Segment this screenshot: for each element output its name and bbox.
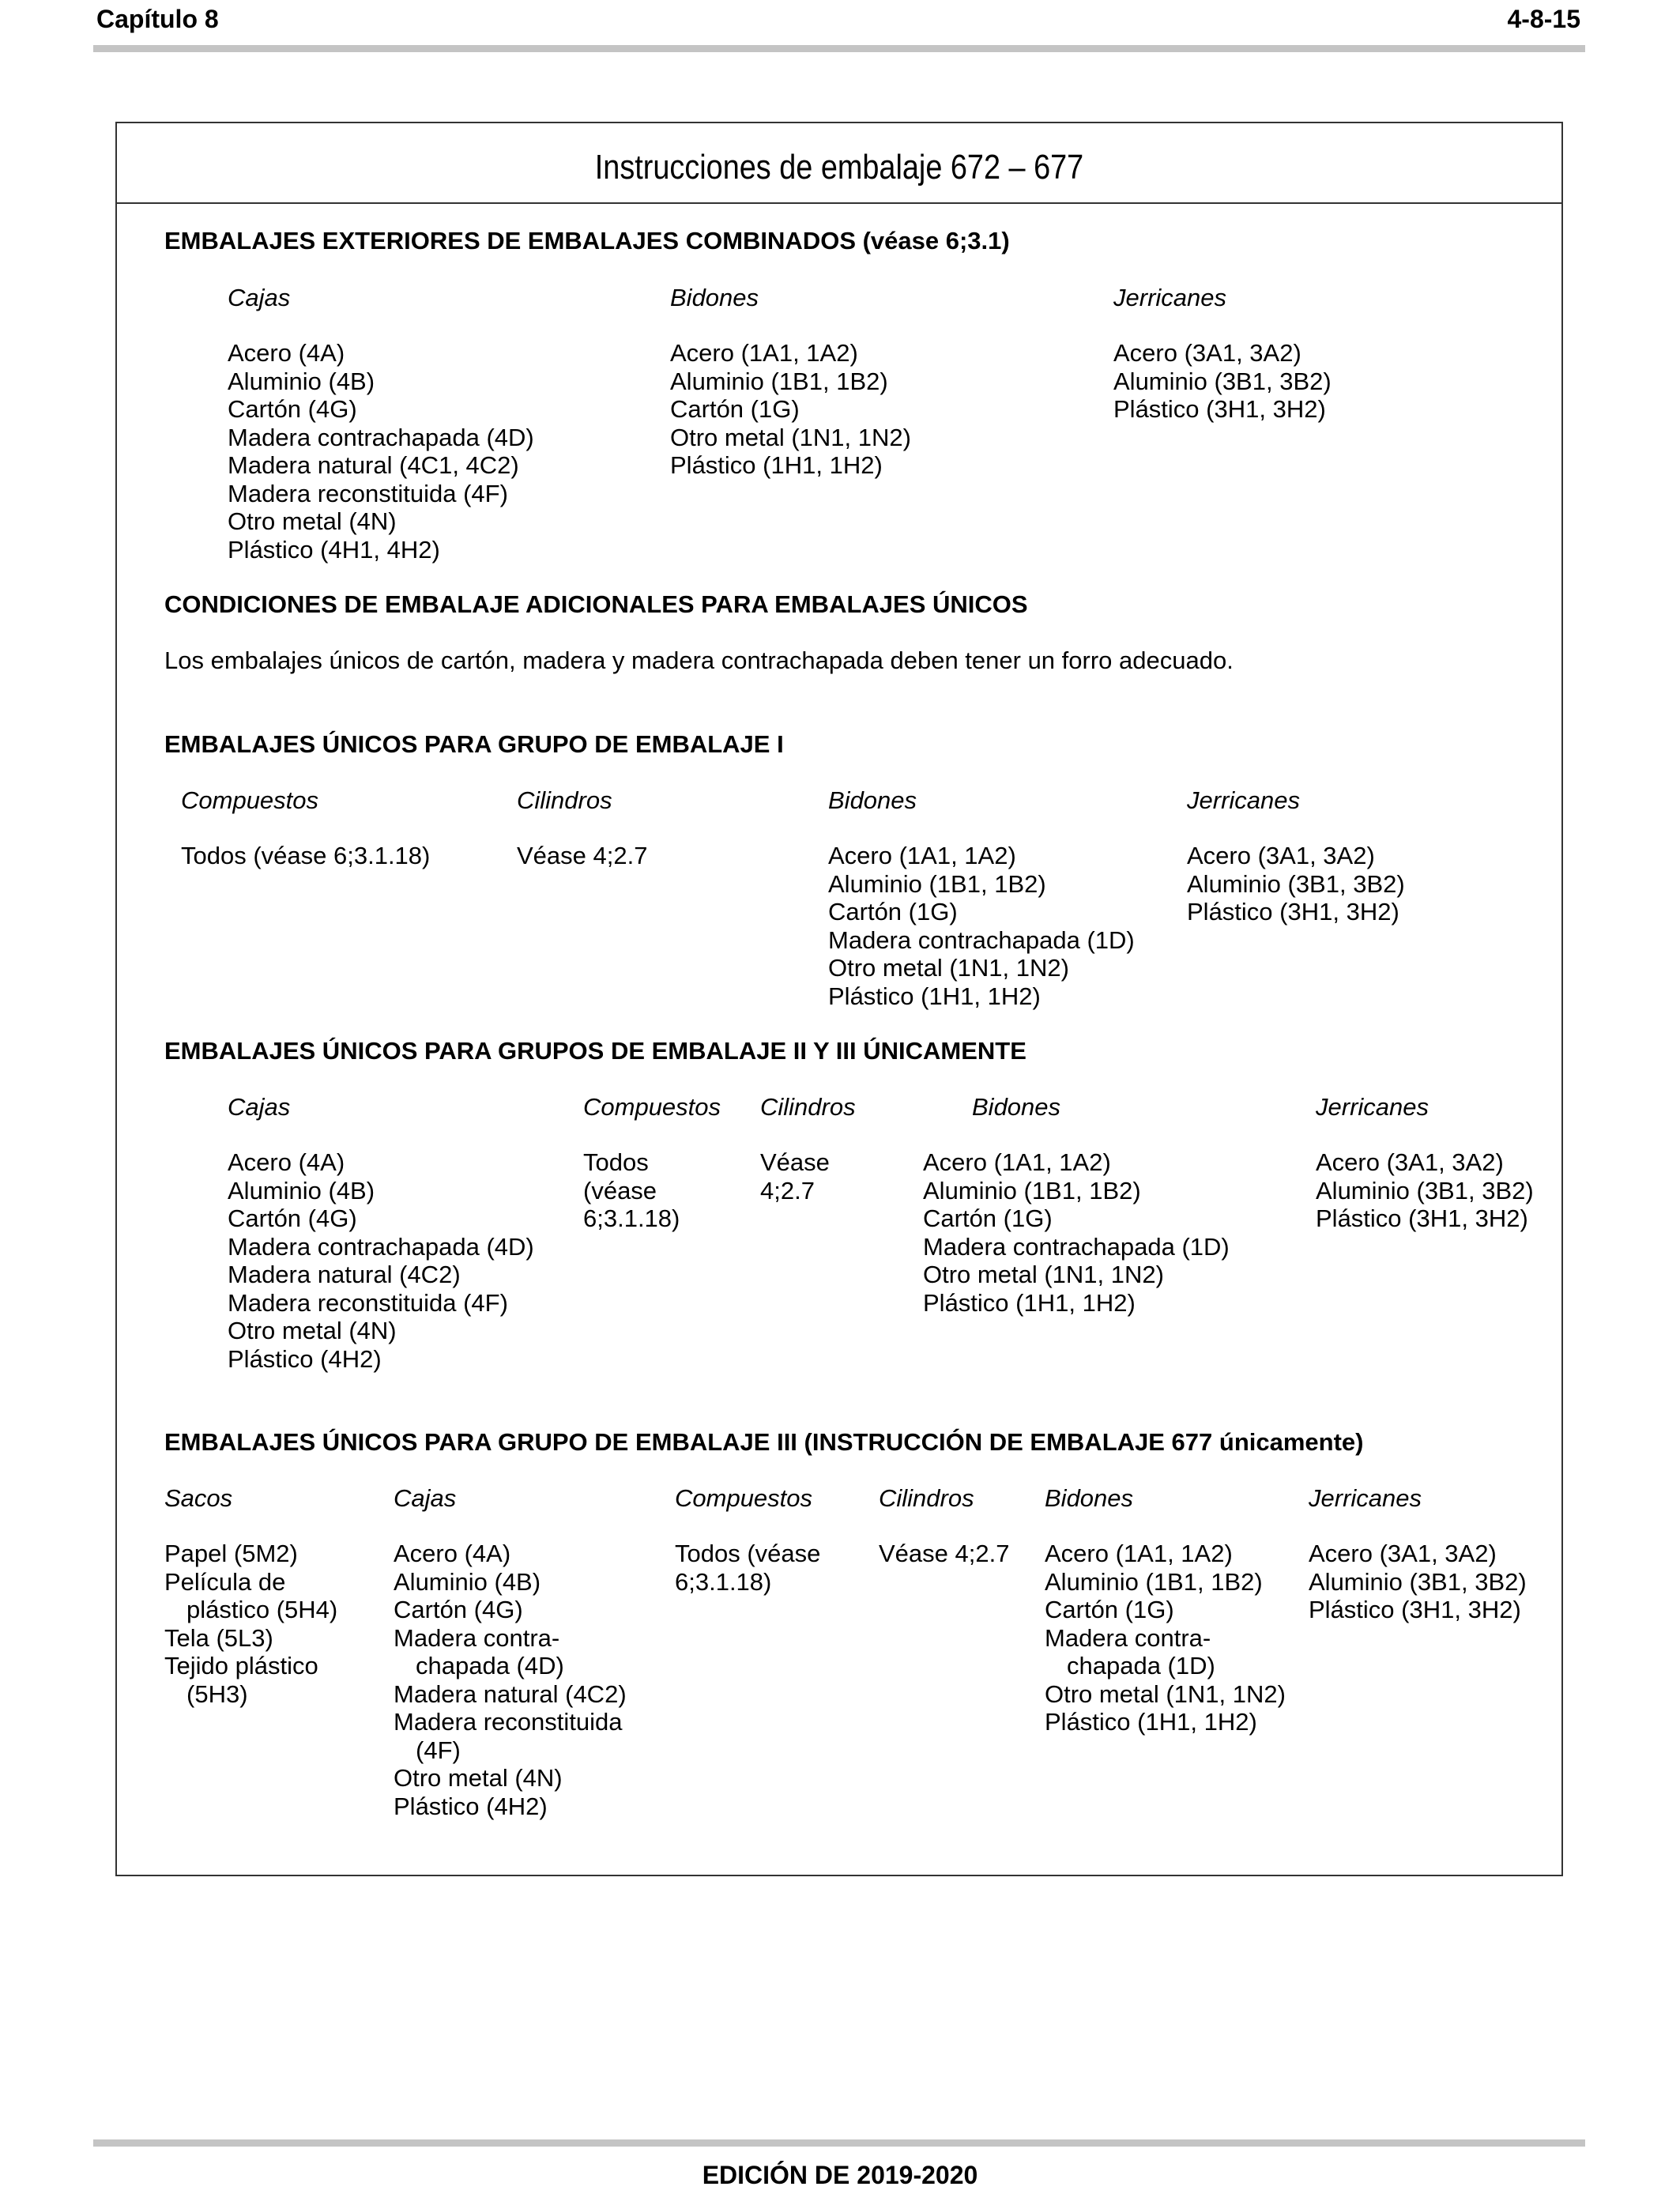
list-item: Cartón (4G) <box>394 1596 523 1623</box>
list-item: (véase <box>583 1176 657 1204</box>
list-item: Plástico (1H1, 1H2) <box>828 982 1041 1010</box>
list-item: Acero (4A) <box>394 1540 511 1567</box>
list-item: Aluminio (1B1, 1B2) <box>1045 1567 1263 1596</box>
list-item: Véase <box>760 1148 830 1176</box>
list-item: Madera contrachapada (4D) <box>228 423 534 451</box>
list-item: Plástico (3H1, 3H2) <box>1187 898 1399 925</box>
section-heading-group-iii-677: EMBALAJES ÚNICOS PARA GRUPO DE EMBALAJE III (INSTRUCCIÓN DE EMBALAJE 677 únicamente) <box>164 1428 1364 1456</box>
column-header-bidones: Bidones <box>1045 1484 1134 1512</box>
list-item: Cartón (1G) <box>828 898 958 925</box>
list-item: Todos (véase <box>675 1540 821 1567</box>
list-jerricanes <box>1309 1540 1527 1624</box>
list-item: Acero (4A) <box>228 1148 345 1176</box>
list-jerricanes <box>1187 842 1405 926</box>
column-header-cilindros: Cilindros <box>879 1484 974 1512</box>
list-item: Madera contrachapada (1D) <box>828 925 1135 954</box>
list-compuestos <box>675 1540 820 1596</box>
list-item: Plástico (4H1, 4H2) <box>228 535 440 564</box>
footer-rule <box>93 2139 1585 2147</box>
chapter-label: Capítulo 8 <box>96 5 219 33</box>
column-header-jerricanes: Jerricanes <box>1309 1484 1422 1512</box>
list-item: Acero (3A1, 3A2) <box>1316 1148 1504 1176</box>
section-heading-combined-outer: EMBALAJES EXTERIORES DE EMBALAJES COMBINADOS (véase 6;3.1) <box>164 227 1010 254</box>
list-item: Otro metal (1N1, 1N2) <box>923 1261 1164 1288</box>
packing-instruction-box <box>115 122 1563 1876</box>
list-item: Véase 4;2.7 <box>879 1540 1010 1567</box>
list-item: Madera natural (4C2) <box>394 1679 627 1708</box>
list-item: Madera contra- <box>1045 1623 1211 1652</box>
list-item: Madera reconstituida (4F) <box>228 1288 508 1317</box>
column-header-cilindros: Cilindros <box>517 786 612 814</box>
list-item: Todos <box>583 1148 649 1176</box>
list-cilindros <box>517 842 647 870</box>
list-item: Plástico (4H2) <box>228 1344 382 1373</box>
list-item: Cartón (4G) <box>228 1204 357 1232</box>
list-item: Acero (1A1, 1A2) <box>828 842 1016 869</box>
list-item: Madera natural (4C1, 4C2) <box>228 451 519 479</box>
list-item: Madera natural (4C2) <box>228 1261 461 1288</box>
list-item: Cartón (1G) <box>670 395 800 423</box>
list-item: Aluminio (3B1, 3B2) <box>1113 367 1332 395</box>
list-item: Madera contra- <box>394 1623 560 1652</box>
list-cajas <box>228 339 534 564</box>
list-item: Cartón (1G) <box>1045 1596 1174 1623</box>
list-item: Plástico (3H1, 3H2) <box>1316 1204 1528 1232</box>
list-item: Plástico (1H1, 1H2) <box>923 1288 1136 1317</box>
list-item: Aluminio (4B) <box>228 367 375 395</box>
list-cajas <box>228 1148 534 1373</box>
list-item: Plástico (1H1, 1H2) <box>670 451 883 479</box>
list-cilindros <box>760 1148 830 1204</box>
list-jerricanes <box>1316 1148 1534 1233</box>
list-item: Madera reconstituida (4F) <box>228 479 508 507</box>
column-header-compuestos: Compuestos <box>181 786 319 814</box>
list-item: Tela (5L3) <box>164 1623 273 1652</box>
column-header-sacos: Sacos <box>164 1484 233 1512</box>
column-header-bidones: Bidones <box>670 284 759 311</box>
list-item: Véase 4;2.7 <box>517 842 648 869</box>
list-bidones <box>1045 1540 1286 1736</box>
list-item: Todos (véase 6;3.1.18) <box>181 842 431 869</box>
list-item: Aluminio (3B1, 3B2) <box>1309 1567 1527 1596</box>
additional-conditions-text: Los embalajes únicos de cartón, madera y madera contrachapada deben tener un forro adecuado. <box>164 647 1234 674</box>
list-item: Cartón (1G) <box>923 1204 1053 1232</box>
list-cilindros <box>879 1540 1009 1568</box>
header-rule <box>93 45 1585 52</box>
list-item: Acero (3A1, 3A2) <box>1187 842 1375 869</box>
page-number: 4-8-15 <box>1507 5 1580 33</box>
list-item: Plástico (3H1, 3H2) <box>1309 1596 1521 1623</box>
list-item: Plástico (3H1, 3H2) <box>1113 395 1326 423</box>
list-item: Aluminio (3B1, 3B2) <box>1187 869 1405 898</box>
list-bidones <box>923 1148 1230 1317</box>
title-bar <box>117 123 1561 204</box>
list-item: (5H3) <box>186 1679 248 1708</box>
list-item: Acero (1A1, 1A2) <box>670 339 858 367</box>
list-item: 6;3.1.18) <box>583 1204 680 1232</box>
list-item: Acero (1A1, 1A2) <box>1045 1540 1233 1567</box>
list-compuestos <box>181 842 430 870</box>
box-title: Instrucciones de embalaje 672 – 677 <box>594 148 1084 187</box>
list-item: Otro metal (1N1, 1N2) <box>670 423 911 451</box>
column-header-cajas: Cajas <box>228 1093 291 1121</box>
list-item: Plástico (1H1, 1H2) <box>1045 1708 1257 1736</box>
list-item: Otro metal (4N) <box>394 1764 563 1792</box>
section-heading-additional-conditions: CONDICIONES DE EMBALAJE ADICIONALES PARA EMBALAJES ÚNICOS <box>164 590 1028 618</box>
list-item: Aluminio (4B) <box>394 1567 541 1596</box>
list-item: Aluminio (1B1, 1B2) <box>923 1176 1141 1204</box>
list-item: 4;2.7 <box>760 1176 815 1204</box>
list-item: Aluminio (1B1, 1B2) <box>828 869 1046 898</box>
list-bidones <box>828 842 1135 1010</box>
list-item: Acero (1A1, 1A2) <box>923 1148 1111 1176</box>
list-item: Plástico (4H2) <box>394 1792 548 1820</box>
list-item: plástico (5H4) <box>186 1596 338 1623</box>
list-item: Madera contrachapada (1D) <box>923 1232 1230 1261</box>
list-item: Acero (3A1, 3A2) <box>1309 1540 1497 1567</box>
column-header-compuestos: Compuestos <box>583 1093 721 1121</box>
list-item: Acero (4A) <box>228 339 345 367</box>
list-item: Otro metal (1N1, 1N2) <box>828 954 1069 982</box>
list-compuestos <box>583 1148 680 1233</box>
column-header-cilindros: Cilindros <box>760 1093 856 1121</box>
list-item: Cartón (4G) <box>228 395 357 423</box>
list-item: (4F) <box>416 1736 461 1764</box>
list-item: chapada (1D) <box>1067 1652 1215 1679</box>
list-item: Aluminio (4B) <box>228 1176 375 1204</box>
list-item: Otro metal (4N) <box>228 1317 397 1344</box>
list-sacos <box>164 1540 337 1708</box>
list-item: chapada (4D) <box>416 1652 564 1679</box>
list-item: Aluminio (3B1, 3B2) <box>1316 1176 1534 1204</box>
column-header-compuestos: Compuestos <box>675 1484 813 1512</box>
list-item: Acero (3A1, 3A2) <box>1113 339 1301 367</box>
list-bidones <box>670 339 911 480</box>
list-item: Madera contrachapada (4D) <box>228 1232 534 1261</box>
list-item: Otro metal (1N1, 1N2) <box>1045 1679 1286 1708</box>
list-item: 6;3.1.18) <box>675 1567 772 1596</box>
list-item: Madera reconstituida <box>394 1708 623 1736</box>
list-item: Tejido plástico <box>164 1652 318 1679</box>
list-jerricanes <box>1113 339 1332 424</box>
section-heading-group-i: EMBALAJES ÚNICOS PARA GRUPO DE EMBALAJE I <box>164 730 784 758</box>
list-item: Otro metal (4N) <box>228 507 397 535</box>
column-header-bidones: Bidones <box>972 1093 1061 1121</box>
list-item: Aluminio (1B1, 1B2) <box>670 367 888 395</box>
column-header-cajas: Cajas <box>228 284 291 311</box>
column-header-jerricanes: Jerricanes <box>1187 786 1300 814</box>
column-header-bidones: Bidones <box>828 786 917 814</box>
section-heading-group-ii-iii: EMBALAJES ÚNICOS PARA GRUPOS DE EMBALAJE II Y III ÚNICAMENTE <box>164 1037 1026 1065</box>
list-item: Papel (5M2) <box>164 1540 298 1567</box>
column-header-cajas: Cajas <box>394 1484 457 1512</box>
edition-label: EDICIÓN DE 2019-2020 <box>702 2161 978 2189</box>
list-cajas <box>394 1540 627 1820</box>
list-item: Película de <box>164 1567 286 1596</box>
column-header-jerricanes: Jerricanes <box>1113 284 1226 311</box>
column-header-jerricanes: Jerricanes <box>1316 1093 1429 1121</box>
